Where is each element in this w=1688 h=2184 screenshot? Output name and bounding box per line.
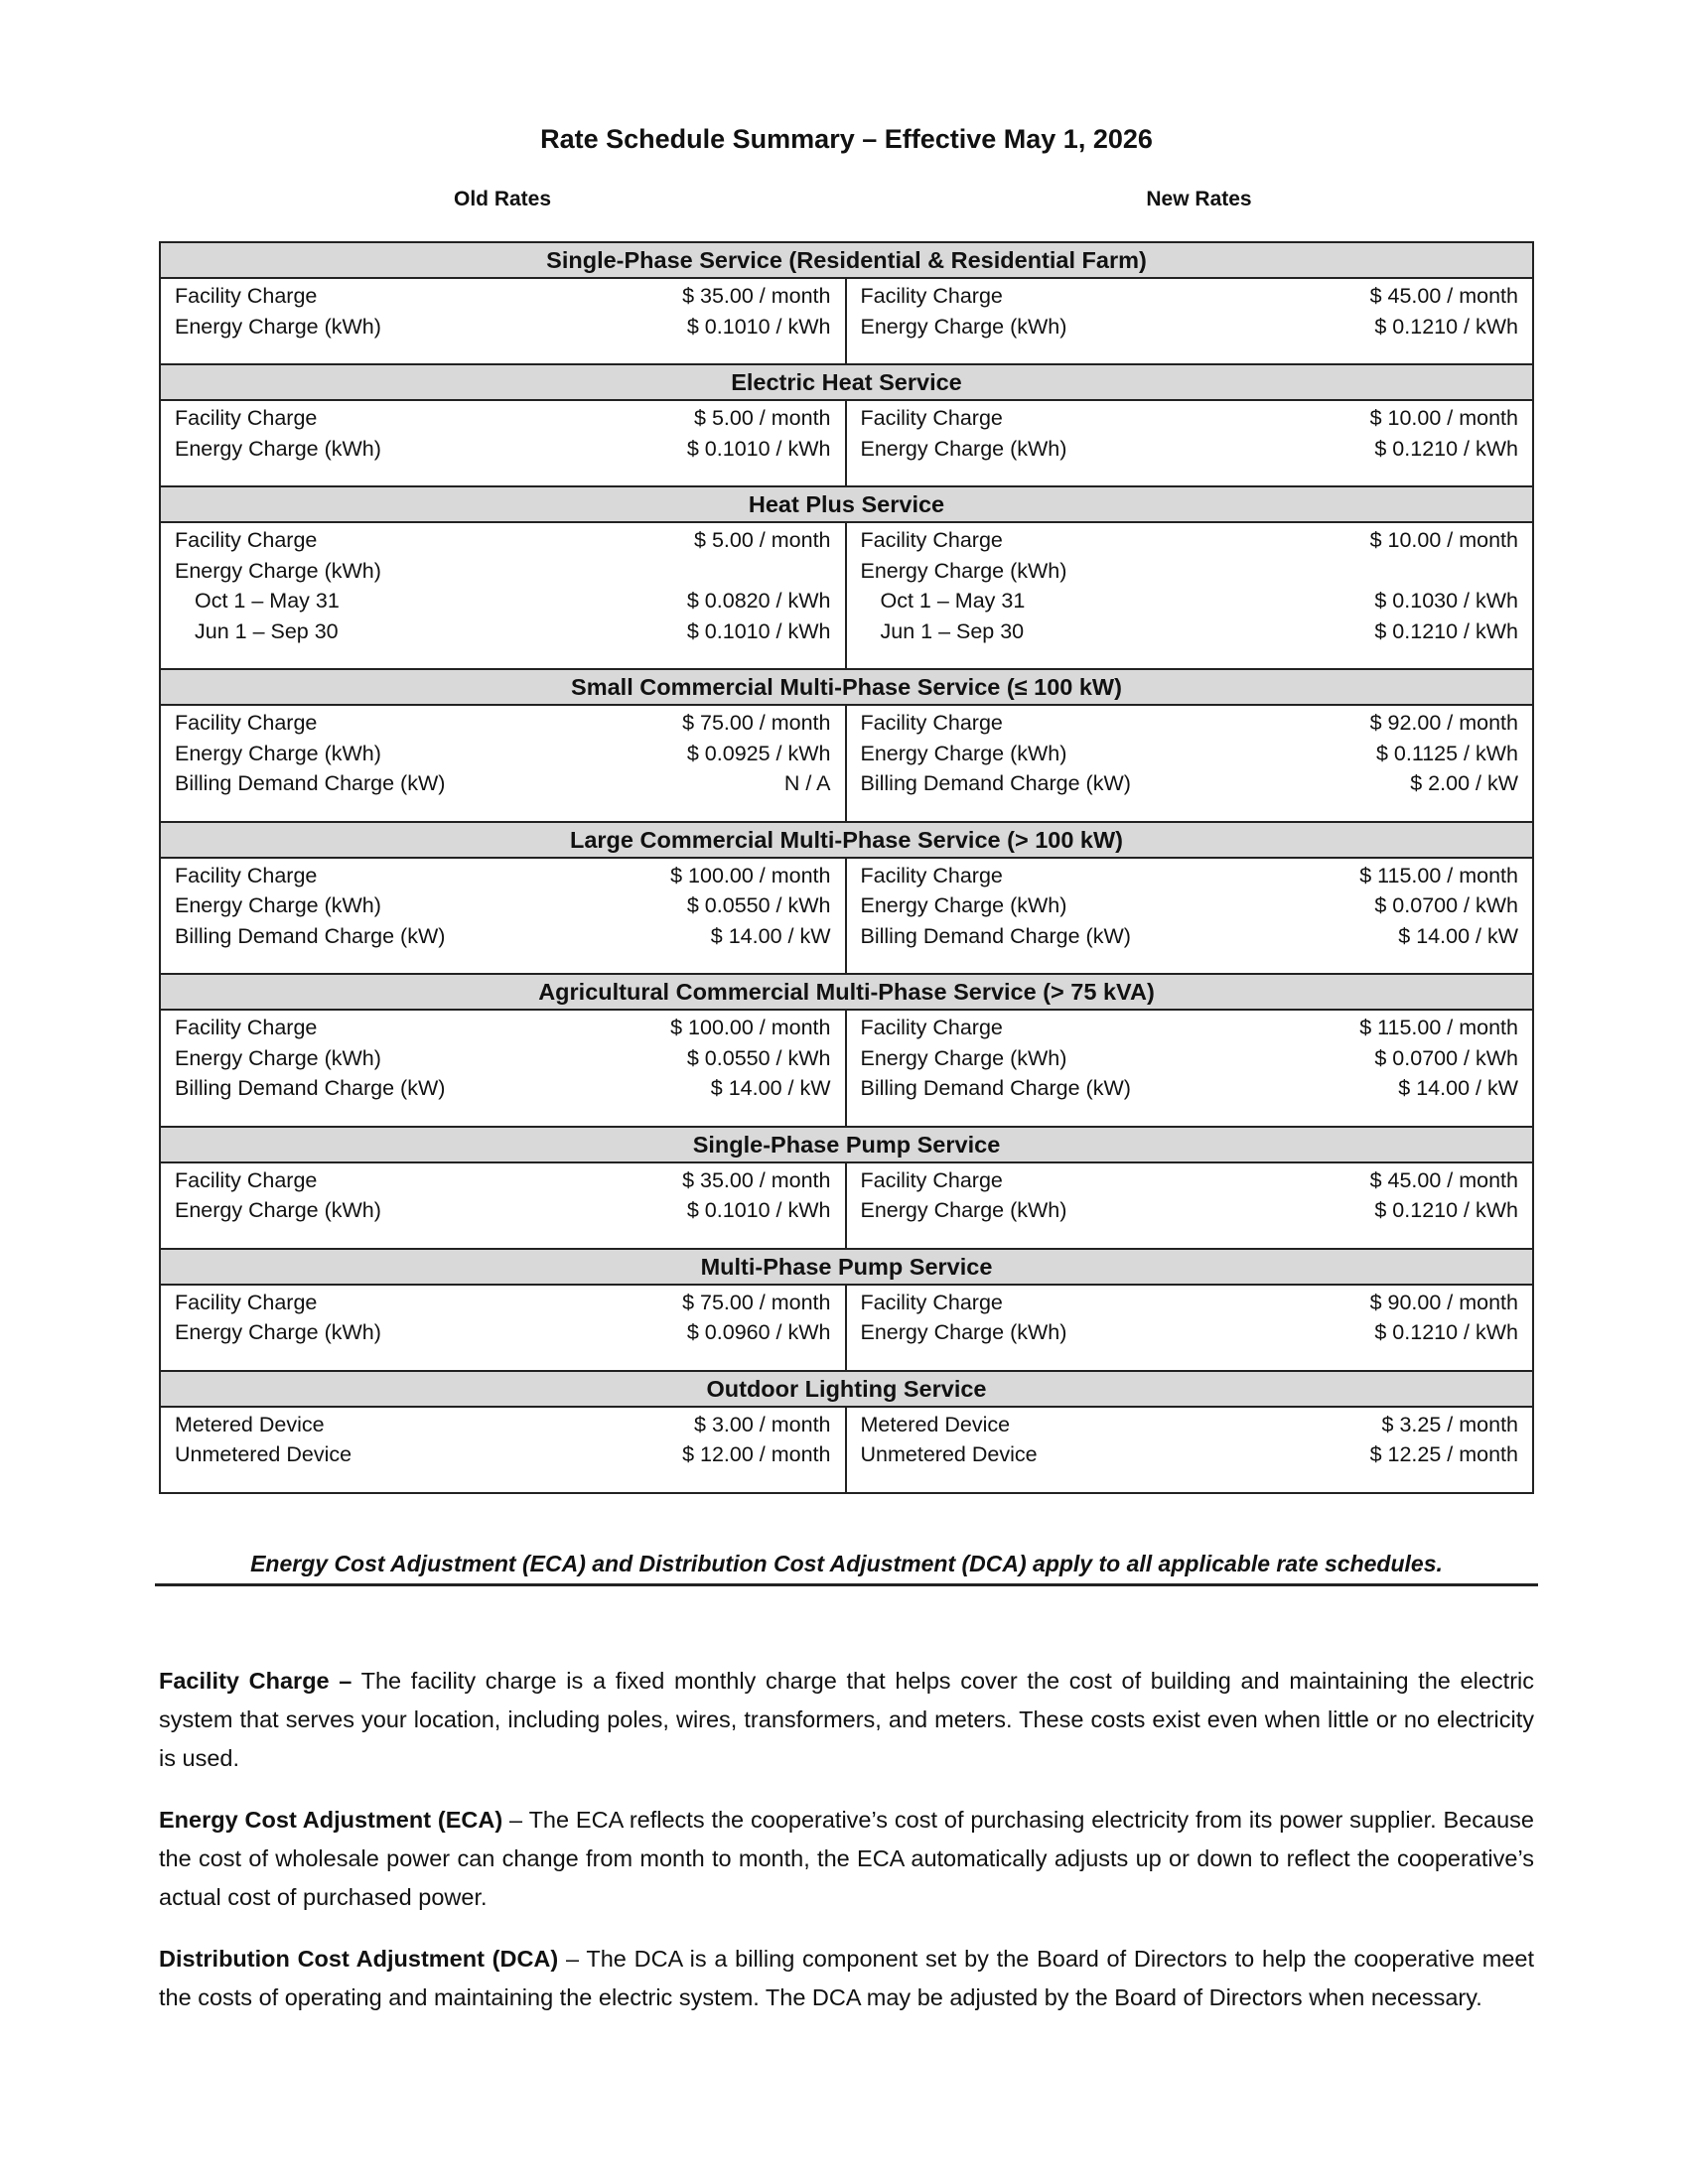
new-rates-column [847, 1408, 1533, 1492]
rate-row [175, 586, 831, 616]
rate-label: Billing Demand Charge (kW) [860, 1076, 1131, 1100]
rate-row [175, 1073, 831, 1104]
rate-label: Energy Charge (kWh) [175, 1320, 381, 1344]
section-title: Small Commercial Multi-Phase Service (≤ 100 kW) [161, 668, 1532, 706]
rate-value: $ 35.00 / month [682, 284, 831, 308]
old-rates-column [161, 706, 847, 821]
rate-value: $ 10.00 / month [1369, 406, 1518, 430]
new-rates-column [847, 279, 1533, 363]
rate-label: Facility Charge [860, 1016, 1003, 1039]
rate-row [861, 434, 1519, 465]
rate-value: $ 0.1125 / kWh [1375, 741, 1518, 765]
rate-row [175, 434, 831, 465]
rate-row [175, 1195, 831, 1226]
section-body [161, 1163, 1532, 1248]
rate-value: $ 0.1210 / kWh [1374, 1320, 1518, 1344]
rate-label: Billing Demand Charge (kW) [175, 923, 446, 948]
section-title: Single-Phase Service (Residential & Residential Farm) [161, 243, 1532, 279]
rate-row [175, 1165, 831, 1196]
section-body [161, 1011, 1532, 1126]
section-title: Large Commercial Multi-Phase Service (> 100 kW) [161, 821, 1532, 859]
rate-row [175, 1439, 831, 1470]
section-title: Single-Phase Pump Service [161, 1126, 1532, 1163]
rate-label: Energy Charge (kWh) [860, 1045, 1067, 1070]
rate-row [175, 1013, 831, 1043]
section-title: Electric Heat Service [161, 363, 1532, 401]
rate-row [175, 861, 831, 891]
rate-value: $ 100.00 / month [670, 1016, 831, 1039]
rate-value: $ 10.00 / month [1369, 528, 1518, 552]
section-body [161, 1408, 1532, 1492]
rate-label: Oct 1 – May 31 [195, 589, 340, 613]
rate-label: Facility Charge [860, 1290, 1003, 1314]
section-title: Outdoor Lighting Service [161, 1370, 1532, 1408]
rate-label: Billing Demand Charge (kW) [860, 923, 1131, 948]
section-body [161, 401, 1532, 485]
definition-term: Energy Cost Adjustment (ECA) [159, 1807, 503, 1833]
rate-row [861, 1439, 1519, 1470]
rate-row [861, 1195, 1519, 1226]
rate-label: Energy Charge (kWh) [860, 436, 1067, 461]
rate-value: $ 115.00 / month [1359, 1016, 1518, 1039]
definition-paragraph [159, 1662, 1534, 1778]
rate-value: $ 5.00 / month [694, 406, 831, 430]
rate-row [175, 312, 831, 342]
rate-label: Facility Charge [175, 863, 318, 887]
rate-row [861, 739, 1519, 769]
section-body [161, 279, 1532, 363]
rate-section [161, 243, 1532, 363]
rate-row [861, 556, 1519, 587]
rate-label: Facility Charge [860, 528, 1003, 552]
rate-section [161, 363, 1532, 485]
new-rates-column [847, 1286, 1533, 1370]
old-rates-column [161, 279, 847, 363]
rate-label: Energy Charge (kWh) [175, 558, 381, 583]
rate-section [161, 821, 1532, 974]
rate-row [861, 403, 1519, 434]
old-rates-column [161, 523, 847, 668]
rate-label: Energy Charge (kWh) [860, 1320, 1067, 1344]
rate-value: $ 0.1010 / kWh [686, 314, 831, 339]
rate-value: $ 0.1210 / kWh [1374, 314, 1518, 339]
rate-value: $ 14.00 / kW [710, 1076, 831, 1100]
rate-section [161, 1370, 1532, 1492]
rate-value: $ 115.00 / month [1359, 863, 1518, 887]
section-body [161, 523, 1532, 668]
rate-label: Billing Demand Charge (kW) [175, 1076, 446, 1100]
rate-row [861, 768, 1519, 799]
rate-value: $ 0.1010 / kWh [686, 1198, 831, 1222]
rate-value: $ 12.25 / month [1369, 1442, 1518, 1466]
rate-row [175, 556, 831, 587]
rate-row [175, 403, 831, 434]
rate-value: $ 0.1210 / kWh [1374, 436, 1518, 461]
rate-row [175, 1043, 831, 1074]
rate-value: $ 2.00 / kW [1410, 771, 1518, 795]
rate-label: Energy Charge (kWh) [860, 893, 1067, 917]
rate-value: $ 75.00 / month [682, 1290, 831, 1314]
rate-row [175, 768, 831, 799]
definition-paragraph [159, 1801, 1534, 1917]
rate-value: $ 0.1030 / kWh [1374, 589, 1518, 613]
rate-value: $ 0.1210 / kWh [1374, 1198, 1518, 1222]
rate-row [861, 1410, 1519, 1440]
rate-value: $ 3.00 / month [694, 1412, 831, 1436]
rate-label: Billing Demand Charge (kW) [860, 771, 1131, 795]
rate-row [861, 312, 1519, 342]
section-title: Heat Plus Service [161, 485, 1532, 523]
definition-paragraph [159, 1940, 1534, 2017]
rate-row [861, 1013, 1519, 1043]
rate-row [861, 1317, 1519, 1348]
new-rates-column [847, 1011, 1533, 1126]
rate-row [861, 708, 1519, 739]
section-body [161, 1286, 1532, 1370]
rate-value: $ 14.00 / kW [1398, 1076, 1518, 1100]
rate-value: $ 0.0820 / kWh [686, 589, 831, 613]
rate-label: Energy Charge (kWh) [860, 1198, 1067, 1222]
rate-table [159, 241, 1534, 1494]
rate-value: $ 0.0550 / kWh [686, 893, 831, 917]
section-body [161, 706, 1532, 821]
rate-value: $ 75.00 / month [682, 711, 831, 735]
old-rates-column [161, 859, 847, 974]
rate-value: $ 14.00 / kW [1398, 923, 1518, 948]
definition-text: The facility charge is a fixed monthly charge that helps cover the cost of building and maintaining the electric system that serves your location, including poles, wires, transformers, and meters. These costs exist even when little or no electricity is used. [159, 1668, 1534, 1771]
rate-label: Facility Charge [860, 863, 1003, 887]
rate-label: Metered Device [175, 1412, 325, 1436]
section-title: Agricultural Commercial Multi-Phase Service (> 75 kVA) [161, 973, 1532, 1011]
rate-value: $ 35.00 / month [682, 1167, 831, 1192]
definition-term: Distribution Cost Adjustment (DCA) [159, 1946, 559, 1972]
rate-label: Jun 1 – Sep 30 [880, 618, 1025, 643]
page-title: Rate Schedule Summary – Effective May 1, 2026 [540, 124, 1153, 154]
old-rates-header: Old Rates [453, 188, 552, 210]
rate-label: Energy Charge (kWh) [175, 314, 381, 339]
rate-section [161, 1248, 1532, 1370]
rate-row [175, 921, 831, 952]
rate-label: Facility Charge [175, 1290, 318, 1314]
rate-row [175, 281, 831, 312]
rate-value: $ 3.25 / month [1381, 1412, 1518, 1436]
rate-label: Unmetered Device [860, 1442, 1038, 1466]
rate-label: Energy Charge (kWh) [860, 314, 1067, 339]
rate-row [861, 861, 1519, 891]
new-rates-column [847, 1163, 1533, 1248]
rate-label: Facility Charge [175, 528, 318, 552]
rate-label: Energy Charge (kWh) [175, 436, 381, 461]
definitions [159, 1662, 1534, 2040]
old-rates-column [161, 401, 847, 485]
rate-row [175, 708, 831, 739]
rate-label: Facility Charge [175, 406, 318, 430]
rate-row [861, 616, 1519, 647]
column-headers [159, 185, 1534, 214]
rate-label: Energy Charge (kWh) [860, 558, 1067, 583]
rate-label: Unmetered Device [175, 1442, 352, 1466]
definition-text: – The ECA reflects the cooperative’s cost of purchasing electricity from its power supplier. Because the cost of wholesale power can change from month to month, the ECA automatically adjusts up or down to reflect the cooperative’s actual cost of purchased power. [159, 1807, 1534, 1910]
rate-label: Facility Charge [860, 1167, 1003, 1192]
rate-value: $ 45.00 / month [1369, 1167, 1518, 1192]
rate-label: Energy Charge (kWh) [175, 1198, 381, 1222]
rate-row [175, 616, 831, 647]
rate-value: $ 5.00 / month [694, 528, 831, 552]
rate-label: Facility Charge [175, 284, 318, 308]
definition-term: Facility Charge – [159, 1668, 352, 1694]
rate-row [175, 1410, 831, 1440]
rate-label: Facility Charge [860, 284, 1003, 308]
old-rates-column [161, 1408, 847, 1492]
rate-value: N / A [783, 771, 831, 795]
rate-value: $ 0.0550 / kWh [686, 1045, 831, 1070]
rate-row [861, 525, 1519, 556]
rate-label: Oct 1 – May 31 [880, 589, 1026, 613]
rate-section [161, 1126, 1532, 1248]
rate-label: Energy Charge (kWh) [175, 893, 381, 917]
new-rates-column [847, 859, 1533, 974]
rate-label: Energy Charge (kWh) [175, 1045, 381, 1070]
rate-value: $ 12.00 / month [682, 1442, 831, 1466]
rate-section [161, 668, 1532, 821]
rate-value: $ 0.0960 / kWh [686, 1320, 831, 1344]
rate-row [861, 890, 1519, 921]
rate-row [175, 1288, 831, 1318]
rate-label: Jun 1 – Sep 30 [195, 618, 339, 643]
rate-label: Metered Device [860, 1412, 1011, 1436]
definition-text: – The DCA is a billing component set by the Board of Directors to help the cooperative meet the costs of operating and maintaining the electric system. The DCA may be adjusted by the Board of Directors when necessary. [159, 1946, 1535, 2010]
rate-row [175, 739, 831, 769]
rate-value: $ 92.00 / month [1369, 711, 1518, 735]
rate-value: $ 0.0925 / kWh [686, 741, 831, 765]
old-rates-column [161, 1286, 847, 1370]
rate-label: Facility Charge [860, 711, 1003, 735]
old-rates-column [161, 1011, 847, 1126]
new-rates-column [847, 523, 1533, 668]
rate-row [861, 921, 1519, 952]
rate-value: $ 90.00 / month [1369, 1290, 1518, 1314]
rate-label: Facility Charge [175, 711, 318, 735]
adjustment-footnote: Energy Cost Adjustment (ECA) and Distribution Cost Adjustment (DCA) apply to all applicable rate schedules. [155, 1546, 1538, 1586]
rate-row [861, 1288, 1519, 1318]
rate-row [175, 1317, 831, 1348]
rate-label: Facility Charge [175, 1016, 318, 1039]
rate-row [861, 1073, 1519, 1104]
old-rates-column [161, 1163, 847, 1248]
new-rates-column [847, 706, 1533, 821]
rate-label: Facility Charge [860, 406, 1003, 430]
rate-label: Billing Demand Charge (kW) [175, 771, 446, 795]
rate-value: $ 0.0700 / kWh [1374, 893, 1518, 917]
rate-row [175, 890, 831, 921]
rate-value: $ 14.00 / kW [710, 923, 831, 948]
rate-section [161, 485, 1532, 668]
rate-value: $ 0.1010 / kWh [686, 436, 831, 461]
section-title: Multi-Phase Pump Service [161, 1248, 1532, 1286]
rate-label: Energy Charge (kWh) [175, 741, 381, 765]
rate-label: Energy Charge (kWh) [860, 741, 1067, 765]
rate-value: $ 45.00 / month [1369, 284, 1518, 308]
rate-row [861, 281, 1519, 312]
rate-value: $ 0.1210 / kWh [1374, 618, 1518, 643]
new-rates-header: New Rates [1146, 188, 1252, 210]
new-rates-column [847, 401, 1533, 485]
rate-row [175, 525, 831, 556]
rate-row [861, 1165, 1519, 1196]
rate-label: Facility Charge [175, 1167, 318, 1192]
rate-value: $ 100.00 / month [670, 863, 831, 887]
section-body [161, 859, 1532, 974]
rate-row [861, 1043, 1519, 1074]
rate-value: $ 0.0700 / kWh [1374, 1045, 1518, 1070]
rate-row [861, 586, 1519, 616]
rate-section [161, 973, 1532, 1126]
rate-value: $ 0.1010 / kWh [686, 618, 831, 643]
